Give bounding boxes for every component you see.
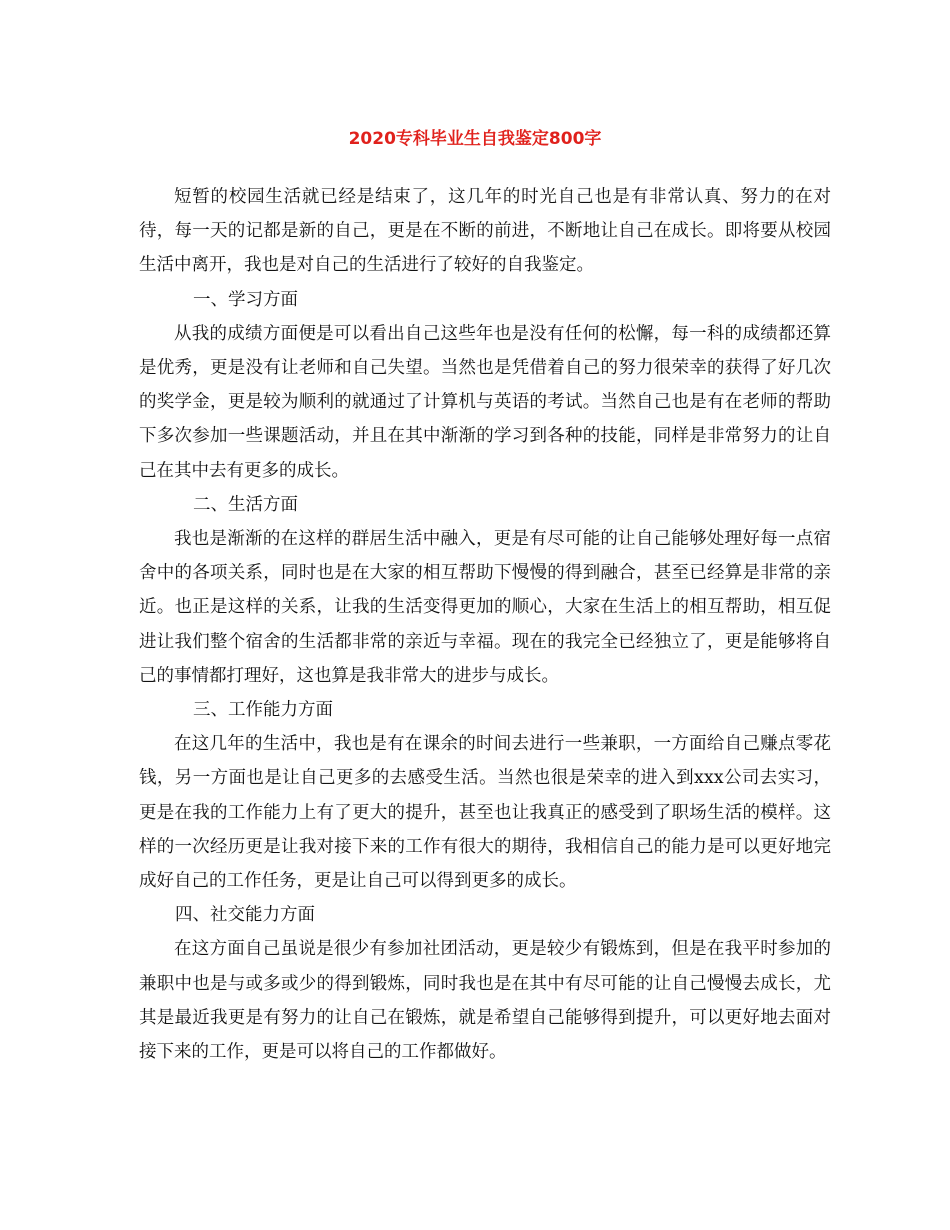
intro-paragraph: 短暂的校园生活就已经是结束了，这几年的时光自己也是有非常认真、努力的在对待，每一天的记都是新的自己，更是在不断的前进，不断地让自己在成长。即将要从校园生活中离开，我也是对自己的生活进行了较好的自我鉴定。 bbox=[139, 187, 831, 276]
work-paragraph: 在这几年的生活中，我也是有在课余的时间去进行一些兼职，一方面给自己赚点零花钱，另一方面也是让自己更多的去感受生活。当然也很是荣幸的进入到xxx公司去实习，更是在我的工作能力上有了更大的提升，甚至也让我真正的感受到了职场生活的模样。这样的一次经历更是让我对接下来的工作有很大的期待，我相信自己的能力是可以更好地完成好自己的工作任务，更是让自己可以得到更多的成长。 bbox=[139, 734, 831, 892]
section-heading-study: 一、学习方面 bbox=[193, 289, 298, 310]
document-body bbox=[139, 180, 831, 1069]
section-heading-social: 四、社交能力方面 bbox=[175, 905, 315, 926]
document-title: 2020专科毕业生自我鉴定800字 bbox=[348, 129, 602, 149]
study-paragraph: 从我的成绩方面便是可以看出自己这些年也是没有任何的松懈，每一科的成绩都还算是优秀，更是没有让老师和自己失望。当然也是凭借着自己的努力很荣幸的获得了好几次的奖学金，更是较为顺利的就通过了计算机与英语的考试。当然自己也是有在老师的帮助下多次参加一些课题活动，并且在其中渐渐的学习到各种的技能，同样是非常努力的让自己在其中去有更多的成长。 bbox=[139, 323, 831, 481]
section-heading-work: 三、工作能力方面 bbox=[193, 700, 333, 721]
section-heading-life: 二、生活方面 bbox=[193, 494, 298, 515]
social-paragraph: 在这方面自己虽说是很少有参加社团活动，更是较少有锻炼到，但是在我平时参加的兼职中也是与或多或少的得到锻炼，同时我也是在其中有尽可能的让自己慢慢去成长，尤其是最近我更是有努力的让自己在锻炼，就是希望自己能够得到提升，可以更好地去面对接下来的工作，更是可以将自己的工作都做好。 bbox=[139, 939, 831, 1063]
life-paragraph: 我也是渐渐的在这样的群居生活中融入，更是有尽可能的让自己能够处理好每一点宿舍中的各项关系，同时也是在大家的相互帮助下慢慢的得到融合，甚至已经算是非常的亲近。也正是这样的关系，让我的生活变得更加的顺心，大家在生活上的相互帮助，相互促进让我们整个宿舍的生活都非常的亲近与幸福。现在的我完全已经独立了，更是能够将自己的事情都打理好，这也算是我非常大的进步与成长。 bbox=[139, 529, 831, 686]
